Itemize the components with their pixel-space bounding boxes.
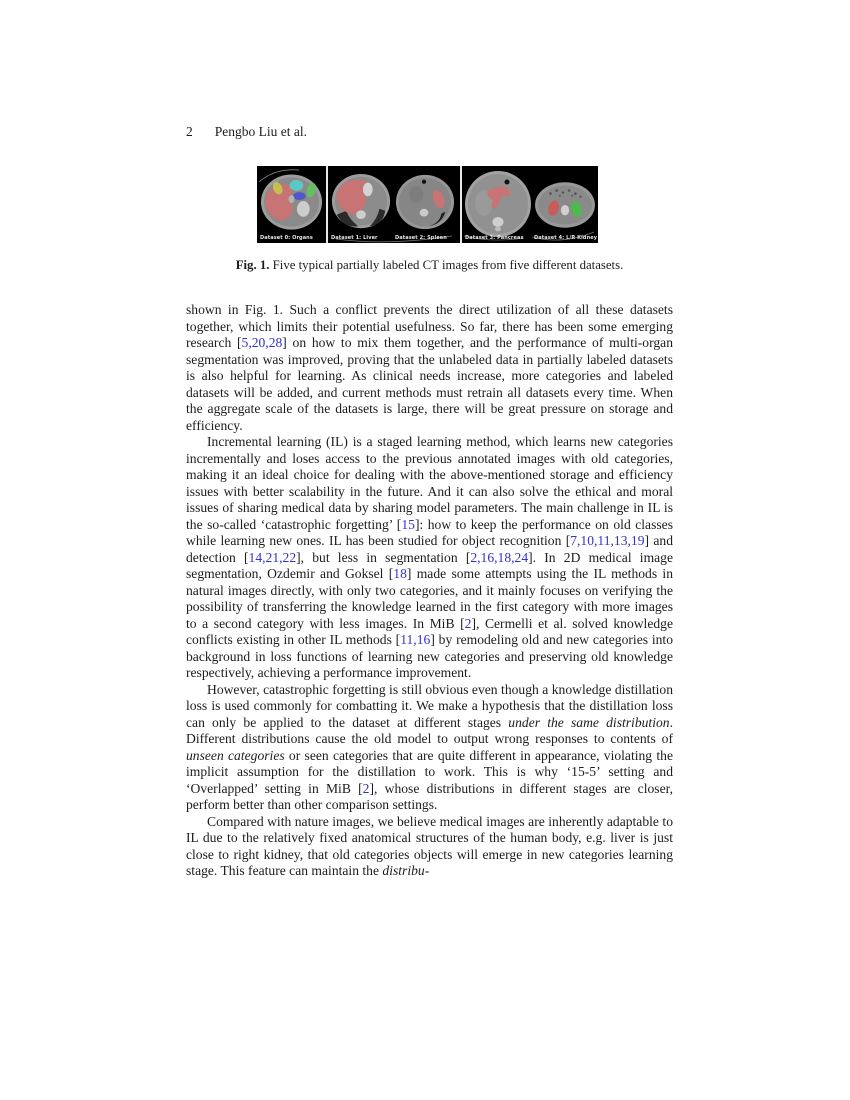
text-segment: However, catastrophic forgetting is still obvious even though a knowledge distillation loss is used commonly for combatting it. We make a hypothesis that the distillation loss can only be applied to the dataset at different stages <box>186 681 673 730</box>
text-segment: ]: how to keep the performance on old classes while learning new ones. IL has been studied for object recognition [ <box>186 516 673 548</box>
citation-link[interactable]: 11,16 <box>400 632 431 647</box>
citation-link[interactable]: 2 <box>464 615 472 631</box>
text-segment: . Different distributions cause the old model to output wrong responses to contents of <box>186 714 673 746</box>
citation-link[interactable]: 2,16,18,24 <box>470 549 529 565</box>
running-head-author: Pengbo Liu et al. <box>214 124 307 139</box>
ct-slice-pancreas <box>464 169 532 239</box>
emphasis-text: under the same distribution <box>508 714 670 730</box>
ct-slice-spleen <box>394 173 456 233</box>
ct-slice-liver <box>330 172 392 234</box>
organ-stomach <box>290 180 304 191</box>
figure-1 <box>257 166 598 243</box>
text-segment: ] on how to mix them together, and the performance of multi-organ segmentation was improved, proving that the unlabeled data in partially labeled datasets is also helpful for learning. As clinical needs increase, more categories and labeled datasets will be added, and current methods must retrain all datasets every time. When the aggregate scale of the datasets is large, there will be great pressure on storage and efficiency. <box>186 335 673 433</box>
emphasis-text: unseen categories <box>186 747 285 763</box>
figure-caption <box>186 258 673 273</box>
paragraph <box>186 682 673 814</box>
citation-link[interactable]: 7,10,11,13,19 <box>570 533 645 548</box>
text-segment: ], whose distributions in different stages are closer, perform better than other comparison settings. <box>186 780 673 812</box>
figure-caption-tag: Fig. 1. <box>235 258 270 272</box>
figure-panel-label: Dataset 2: Spleen <box>395 235 447 241</box>
ct-slice-kidneys <box>534 180 596 230</box>
text-segment: ], but less in segmentation [ <box>296 549 471 565</box>
paragraph <box>186 434 673 682</box>
text-segment: ] by remodeling old and new categories into background in loss functions of learning new categories and preserving old knowledge respectively, achieving a performance improvement. <box>186 632 673 680</box>
text-segment: or seen categories that are quite different in appearance, violating the implicit assumption for the distillation to work. This is why ‘15-5’ setting and ‘Overlapped’ setting in MiB [ <box>186 747 673 796</box>
text-segment: Compared with nature images, we believe medical images are inherently adaptable to IL due to the relatively fixed anatomical structures of the human body, e.g. liver is just close to right kidney, that old categories objects will emerge in new categories learning stage. This feature can maintain the <box>186 813 673 878</box>
ct-slice-organs <box>259 171 324 235</box>
citation-link[interactable]: 2 <box>362 780 370 796</box>
figure-panel-liver-spleen <box>328 166 460 243</box>
text-segment: ] made some attempts using the IL methods in natural images directly, with only two categories, and it mainly focuses on verifying the possibility of transferring the knowledge learned in the first category with more images to a second category with less images. In MiB [ <box>186 566 674 631</box>
figure-caption-text: Five typical partially labeled CT images from five different datasets. <box>272 258 624 272</box>
text-segment: ]. In 2D medical image segmentation, Ozdemir and Goksel [ <box>186 549 674 581</box>
figure-panel-label: Dataset 0: Organs <box>260 235 313 241</box>
article-body <box>186 302 673 880</box>
running-head <box>186 124 673 140</box>
figure-panel-organs <box>257 166 326 243</box>
organ-pancreas <box>293 192 306 200</box>
text-segment: ] and detection [ <box>186 533 673 565</box>
text-segment: Incremental learning (IL) is a staged learning method, which learns new categories incrementally and loses access to the previous annotated images with old categories, making it an ideal choice for dealing with the above-mentioned storage and efficiency issues with better scalability in the future. And it can also solve the ethical and moral issues of sharing medical data by sharing model parameters. The main challenge in IL is the so-called ‘catastrophic forgetting’ [ <box>186 434 673 532</box>
text-segment: shown in Fig. 1. Such a conflict prevents the direct utilization of all these datasets together, which limits their potential usefulness. So far, there has been some emerging research [ <box>186 302 673 350</box>
paragraph <box>186 814 673 880</box>
page-number: 2 <box>186 124 193 139</box>
emphasis-text: distribu- <box>382 863 430 878</box>
paragraph <box>186 302 673 434</box>
citation-link[interactable]: 14,21,22 <box>248 549 297 565</box>
text-segment: ], Cermelli et al. solved knowledge conflicts existing in other IL methods [ <box>186 615 673 647</box>
figure-panel-label: Dataset 3: Pancreas <box>465 235 524 241</box>
citation-link[interactable]: 5,20,28 <box>241 335 283 350</box>
figure-panel-label: Dataset 4: L/R Kidney <box>534 235 598 241</box>
figure-panel-label: Dataset 1: Liver <box>331 235 378 241</box>
citation-link[interactable]: 18 <box>393 566 407 581</box>
figure-panel-pancreas-kidney <box>462 166 598 243</box>
citation-link[interactable]: 15 <box>401 516 415 532</box>
